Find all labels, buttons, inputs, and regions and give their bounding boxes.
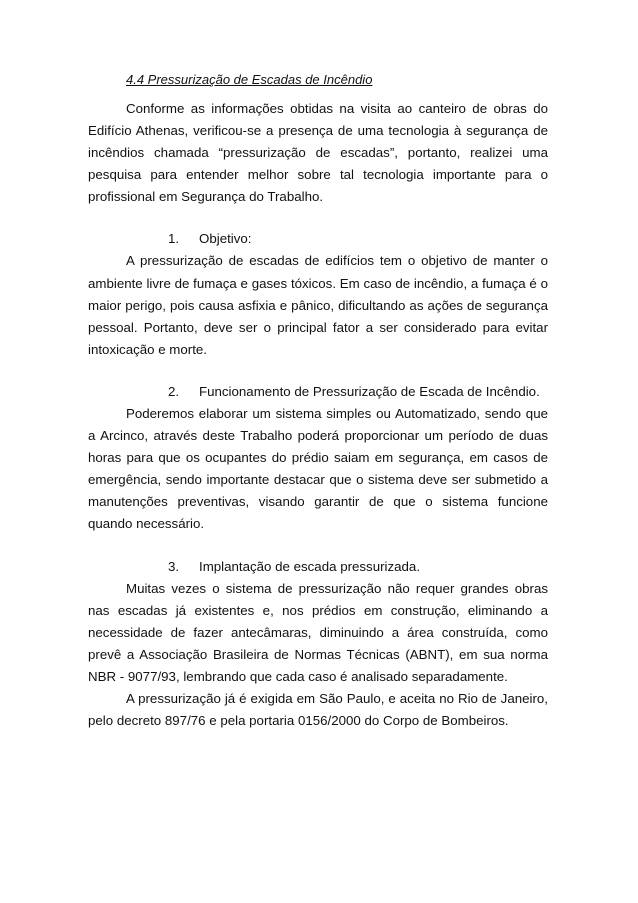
objetivo-paragraph: A pressurização de escadas de edifícios tem o objetivo de manter o ambiente livre de fumaça e gases tóxicos. Em caso de incêndio, a fumaça é o maior perigo, pois causa asfixia e pânico, dificultando as ações de segurança pessoal. Portanto, deve ser o principal fator a ser considerado para evitar intoxicação e morte. — [88, 253, 548, 357]
implantacao-paragraph-1: Muitas vezes o sistema de pressurização não requer grandes obras nas escadas já existentes e, nos prédios em construção, eliminando a necessidade de fazer antecâmaras, diminuindo a área construída, como prevê a Associação Brasileira de Normas Técnicas (ABNT), em sua norma NBR - 9077/93, lembrando que cada caso é analisado separadamente. — [88, 580, 548, 684]
list-item-number: 1. — [168, 231, 180, 247]
intro-paragraph: Conforme as informações obtidas na visita ao canteiro de obras do Edifício Athenas, verificou-se a presença de uma tecnologia à segurança de incêndios chamada “pressurização de escadas”, portanto, realizei uma pesquisa para entender melhor sobre tal tecnologia importante para o profissional em Segurança do Trabalho. — [88, 101, 548, 205]
spacer — [88, 361, 548, 381]
list-item-title: Funcionamento de Pressurização de Escada de Incêndio. — [199, 383, 540, 399]
list-item-title: Implantação de escada pressurizada. — [199, 558, 421, 574]
funcionamento-paragraph: Poderemos elaborar um sistema simples ou Automatizado, sendo que a Arcinco, através deste Trabalho poderá proporcionar um período de duas horas para que os ocupantes do prédio saiam em segurança, em casos de emergência, sendo importante destacar que o sistema deve ser submetido a manutenções preventivas, visando garantir de que o sistema funcione quando necessário. — [88, 405, 548, 532]
spacer — [88, 208, 548, 228]
list-item-title: Objetivo: — [199, 231, 252, 247]
list-item-implantacao — [88, 556, 548, 578]
list-item-objetivo — [88, 228, 548, 250]
implantacao-paragraph-2: A pressurização já é exigida em São Paulo, e aceita no Rio de Janeiro, pelo decreto 897/76 e pela portaria 0156/2000 do Corpo de Bombeiros. — [88, 690, 548, 729]
spacer — [88, 536, 548, 556]
list-item-number: 2. — [168, 383, 180, 399]
section-heading: 4.4 Pressurização de Escadas de Incêndio — [126, 72, 373, 87]
list-item-funcionamento — [88, 381, 548, 403]
list-item-number: 3. — [168, 558, 180, 574]
document-body — [88, 70, 548, 732]
